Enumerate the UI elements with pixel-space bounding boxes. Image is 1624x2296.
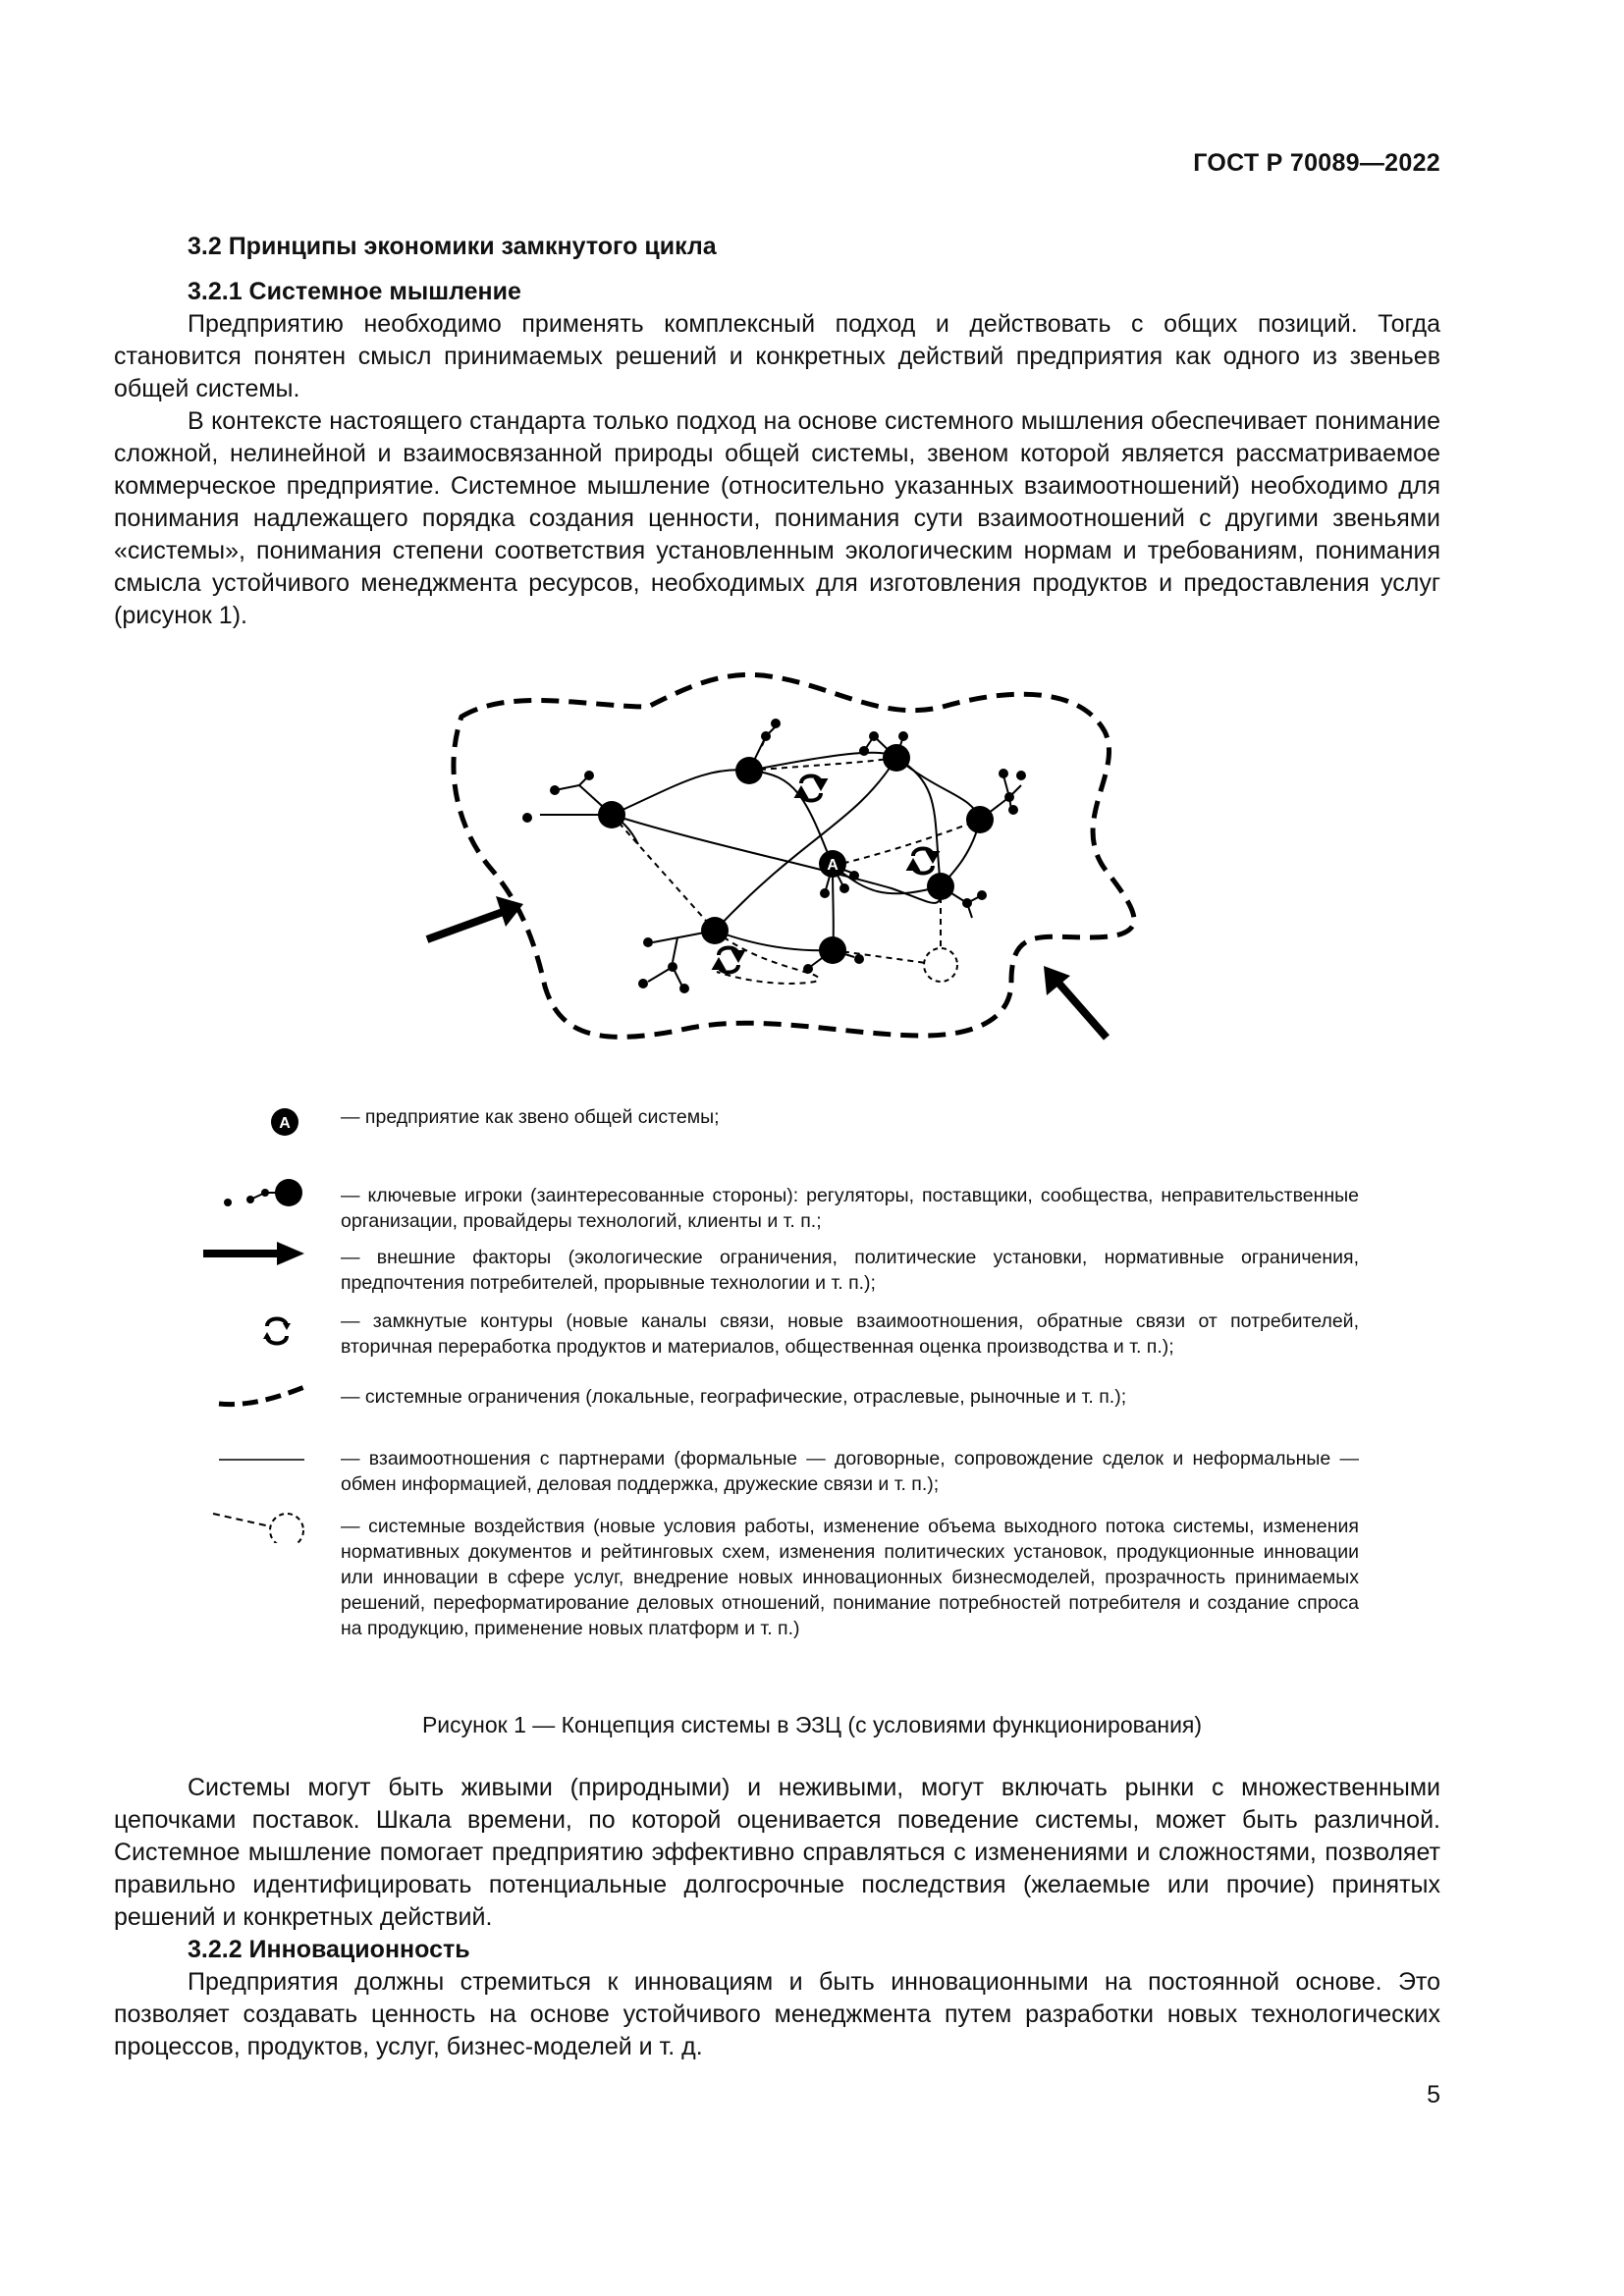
key-player-node xyxy=(819,936,846,964)
key-player-node xyxy=(598,801,625,828)
legend-text: — внешние факторы (экологические ограничения, политические установки, нормативные ограничения, предпочтения потребителей, прорывные технологии и т. п.); xyxy=(341,1247,1359,1294)
key-player-node xyxy=(966,806,994,833)
subsection-heading-3-2-1: 3.2.1 Системное мышление xyxy=(188,278,521,305)
closed-loop-icon xyxy=(797,776,825,801)
key-player-node xyxy=(927,873,954,900)
closed-loop-icon xyxy=(715,948,742,973)
legend-text: — ключевые игроки (заинтересованные стороны): регуляторы, поставщики, сообщества, неправительственные организации, провайдеры технологий, клиенты и т. п.; xyxy=(341,1185,1359,1232)
subsection-heading-3-2-2: 3.2.2 Инновационность xyxy=(188,1936,470,1963)
page-number: 5 xyxy=(1427,2081,1440,2109)
legend-text: — системные воздействия (новые условия работы, изменение объема выходного потока системы, изменения нормативных документов и рейтинговых схем, изменения политических установок, продукционные инновации или инновации в сфере услуг, внедрение новых инновационных бизнесмоделей, прозрачность принимаемых решений, переформатирование деловых отношений, понимание потребностей потребителя и создание спроса на продукцию, применение новых платформ и т. п.) xyxy=(341,1516,1359,1639)
system-concept-diagram xyxy=(412,667,1159,1060)
external-arrow-icon xyxy=(187,1234,309,1273)
paragraph-3-2-2: Предприятия должны стремиться к инновациям и быть инновационными на постоянной основе. Это позволяет создавать ценность на основе устойчивого менеджмента путем разработки новых технологических процессов, продуктов, услуг, бизнес-моделей и т. д. xyxy=(114,1968,1440,2060)
key-players-icon xyxy=(187,1173,309,1212)
dashed-boundary-icon xyxy=(187,1374,309,1414)
paragraph-3-2-1-b: В контексте настоящего стандарта только подход на основе системного мышления обеспечивает понимание сложной, нелинейной и взаимосвязанной природы общей системы, звеном которой является рассматриваемое коммерческое предприятие. Системное мышление (относительно указанных взаимоотношений) необходимо для понимания надлежащего порядка создания ценности, понимания сути взаимоотношений с другими звеньями «системы», понимания степени соответствия установленным экологическим нормам и требованиям, понимания смысла устойчивого менеджмента ресурсов, необходимых для изготовления продуктов и предоставления услуг (рисунок 1). xyxy=(114,407,1440,629)
key-player-node xyxy=(883,744,910,772)
enterprise-node-icon-label: A xyxy=(279,1115,291,1132)
figure-caption: Рисунок 1 — Концепция системы в ЭЗЦ (с условиями функционирования) xyxy=(421,1712,1203,1737)
external-factor-arrow xyxy=(1044,966,1107,1038)
legend-text: — системные ограничения (локальные, географические, отраслевые, рыночные и т. п.); xyxy=(341,1386,1127,1408)
key-player-node xyxy=(735,757,763,784)
paragraph-systems: Системы могут быть живыми (природными) и неживыми, могут включать рынки с множественными цепочками поставок. Шкала времени, по которой оценивается поведение системы, может быть различной. Системное мышление помогает предприятию эффективно справляться с изменениями и сложностями, позволяет правильно идентифицировать потенциальные долгосрочные последствия (желаемые или прочие) принятых решений и конкретных действий. xyxy=(114,1774,1440,1931)
enterprise-node-a xyxy=(819,850,846,878)
closed-loop-icon xyxy=(187,1308,309,1348)
key-player-node xyxy=(701,917,729,944)
section-heading: 3.2 Принципы экономики замкнутого цикла xyxy=(188,233,717,260)
section-3-2 xyxy=(114,231,1440,632)
system-impact-node xyxy=(924,948,957,982)
document-id-header: ГОСТ Р 70089—2022 xyxy=(1193,149,1440,177)
legend-text: — взаимоотношения с партнерами (формальные — договорные, сопровождение сделок и неформальные — обмен информацией, деловая поддержка, дружеские связи и т. п.); xyxy=(341,1448,1359,1495)
closed-loop-icon xyxy=(909,849,937,874)
partner-line-icon xyxy=(187,1438,309,1477)
section-after-figure xyxy=(114,1772,1440,2063)
partner-relationships xyxy=(612,753,980,951)
legend-text: — предприятие как звено общей системы; xyxy=(341,1106,720,1128)
enterprise-node-label: A xyxy=(827,857,839,874)
enterprise-node-icon xyxy=(187,1099,309,1139)
legend-text: — замкнутые контуры (новые каналы связи, новые взаимоотношения, обратные связи от потребителей, вторичная переработка продуктов и материалов, общественная оценка производства и т. п.); xyxy=(341,1310,1359,1358)
paragraph-3-2-1-a: Предприятию необходимо применять комплексный подход и действовать с общих позиций. Тогда становится понятен смысл принимаемых решений и конкретных действий предприятия как одного из звеньев общей системы. xyxy=(114,310,1440,402)
external-factor-arrow xyxy=(427,896,523,939)
system-impact-icon xyxy=(187,1504,309,1543)
